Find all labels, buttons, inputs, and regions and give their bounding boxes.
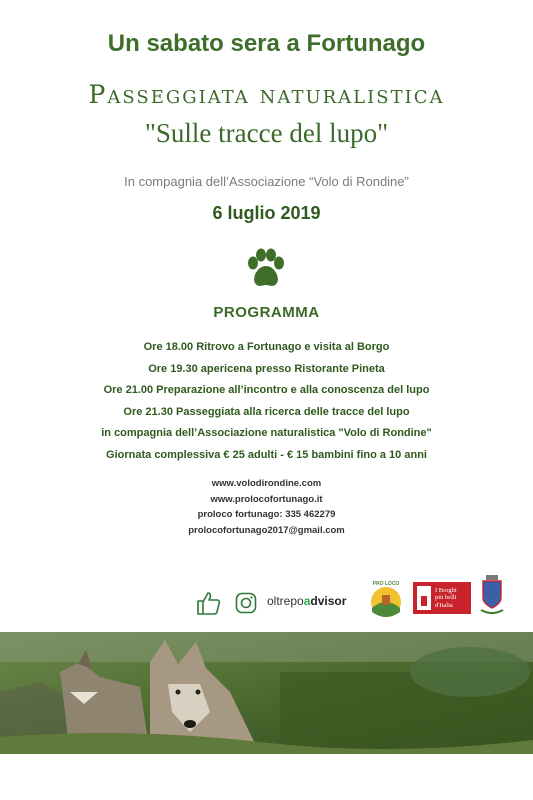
programma-line: Ore 21.00 Preparazione all’incontro e alla conoscenza del lupo	[103, 384, 430, 396]
borghi-text-line: d'Italia	[435, 601, 453, 609]
event-title: Un sabato sera a Fortunago	[107, 30, 426, 57]
event-quote: "Sulle tracce del lupo"	[144, 118, 389, 148]
borghi-piu-belli-logo	[413, 582, 471, 614]
sponsor-logos	[195, 572, 515, 622]
programma-heading: PROGRAMMA	[213, 304, 320, 321]
thumbs-up-icon[interactable]	[195, 590, 221, 616]
oltrepo-logo-a: a	[303, 594, 311, 608]
wolves-photo	[0, 632, 533, 754]
borghi-text-line: I Borghi	[435, 586, 457, 594]
programma-line: Ore 19.30 apericena presso Ristorante Pineta	[148, 362, 385, 375]
oltrepo-logo-suffix: dvisor	[310, 594, 347, 608]
event-subtitle: Passeggiata naturalistica	[88, 80, 445, 109]
programma-line: in compagnia dell’Associazione naturalistica "Volo di Rondine"	[101, 427, 432, 439]
instagram-icon[interactable]	[235, 592, 257, 614]
email-contact[interactable]: prolocofortunago2017@gmail.com	[188, 524, 345, 536]
svg-text:PRO LOCO: PRO LOCO	[372, 581, 400, 587]
programma-line: Ore 21.30 Passeggiata alla ricerca delle tracce del lupo	[123, 405, 410, 418]
oltrepo-advisor-logo	[267, 594, 346, 608]
programma-line: Ore 18.00 Ritrovo a Fortunago e visita al Borgo	[143, 341, 390, 353]
event-date: 6 luglio 2019	[212, 203, 321, 223]
website-link-volodirondine[interactable]: www.volodirondine.com	[211, 478, 322, 489]
proloco-fortunago-logo	[367, 578, 405, 622]
company-line: In compagnia dell’Associazione “Volo di Rondine”	[124, 174, 409, 189]
oltrepo-logo-prefix: oltrepo	[267, 594, 304, 608]
programma-list	[0, 337, 533, 466]
paw-icon	[245, 248, 287, 290]
tower-icon	[417, 586, 431, 610]
borghi-text-line: più belli	[435, 594, 457, 602]
programma-line: Giornata complessiva € 25 adulti - € 15 bambini fino a 10 anni	[106, 448, 427, 461]
phone-contact: proloco fortunago: 335 462279	[197, 509, 336, 520]
website-link-proloco[interactable]: www.prolocofortunago.it	[210, 493, 323, 505]
fortunago-crest-icon	[479, 574, 505, 614]
contacts-list	[0, 476, 533, 538]
